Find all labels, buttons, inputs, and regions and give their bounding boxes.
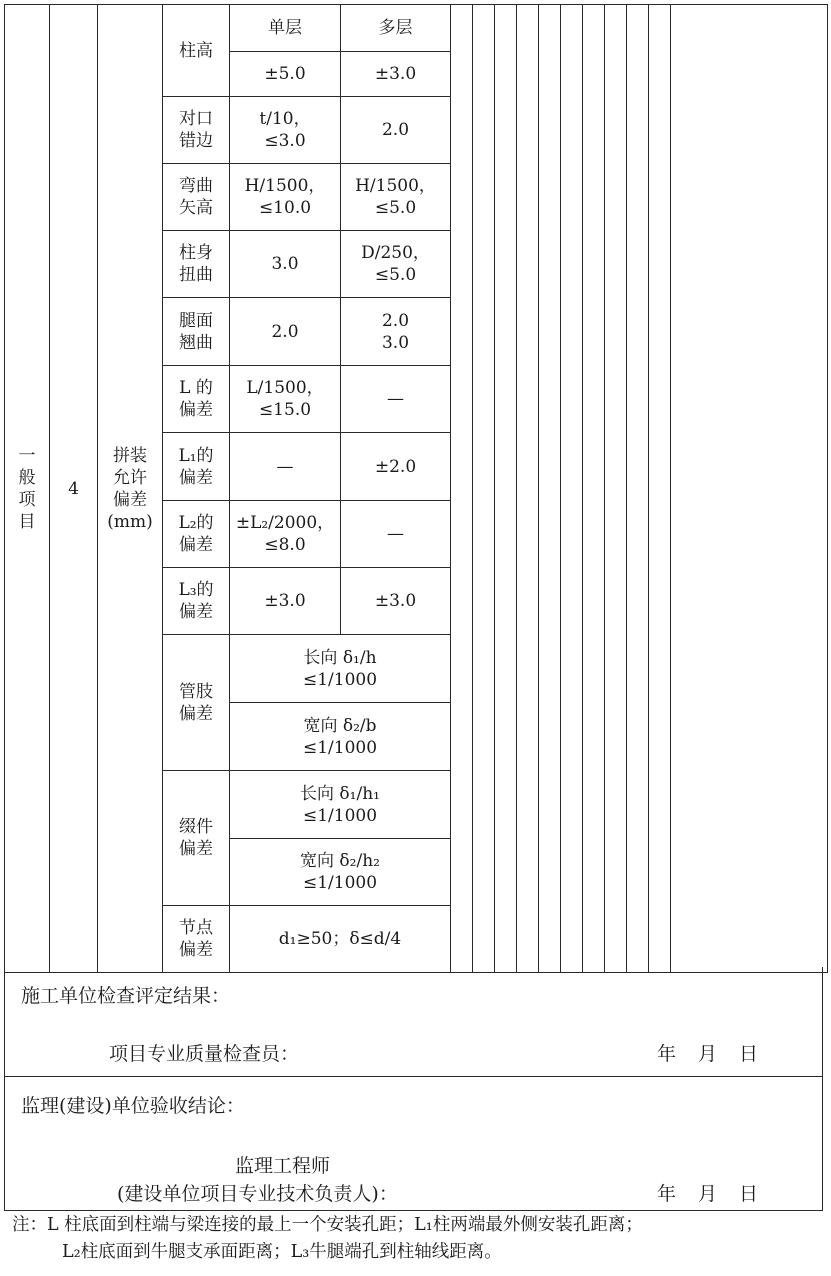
value-multi: 2.0 3.0	[341, 298, 451, 366]
category-assembly-tolerance: 拼装 允许 偏差 (mm)	[98, 5, 163, 973]
row-name: 腿面 翘曲	[163, 298, 230, 366]
lacing-long-value: 长向 δ₁/h₁ ≤1/1000	[230, 771, 451, 839]
value-multi: H/1500， ≤5.0	[341, 164, 451, 231]
section-char: 目	[18, 511, 36, 532]
value-single: ±5.0	[230, 52, 341, 97]
supervision-conclusion-box	[4, 1077, 823, 1211]
row-name: L 的 偏差	[163, 366, 230, 433]
date-field: 年 月 日	[657, 1043, 759, 1065]
value-single: H/1500， ≤10.0	[230, 164, 341, 231]
row-name-tube-deviation: 管肢 偏差	[163, 635, 230, 771]
value-single: 2.0	[230, 298, 341, 366]
value-single: L/1500， ≤15.0	[230, 366, 341, 433]
tube-long-value: 长向 δ₁/h ≤1/1000	[230, 635, 451, 703]
remarks-column	[671, 5, 828, 973]
tube-wide-value: 宽向 δ₂/b ≤1/1000	[230, 703, 451, 771]
row-name: 柱身 扭曲	[163, 231, 230, 298]
row-name: 弯曲 矢高	[163, 164, 230, 231]
row-name: 对口 错边	[163, 97, 230, 164]
lacing-wide-value: 宽向 δ₂/h₂ ≤1/1000	[230, 839, 451, 906]
node-value: d₁≥50；δ≤d/4	[230, 906, 451, 973]
value-single: ±3.0	[230, 568, 341, 635]
row-name-lacing-deviation: 缀件 偏差	[163, 771, 230, 906]
value-multi: D/250， ≤5.0	[341, 231, 451, 298]
supervision-conclusion-label: 监理(建设)单位验收结论：	[21, 1095, 245, 1117]
item-number: 4	[50, 5, 98, 973]
construction-result-box	[4, 967, 823, 1077]
header-single-storey: 单层	[230, 5, 341, 52]
row-name: L₂的 偏差	[163, 501, 230, 568]
supervising-engineer-label: 监理工程师	[235, 1155, 331, 1177]
value-multi: —	[341, 501, 451, 568]
value-multi: ±2.0	[341, 433, 451, 501]
row-name-node-deviation: 节点 偏差	[163, 906, 230, 973]
section-char: 项	[18, 489, 36, 510]
tolerance-table	[4, 4, 828, 973]
section-general-items	[5, 5, 50, 973]
row-name-column-height: 柱高	[163, 5, 230, 97]
value-multi: 2.0	[341, 97, 451, 164]
note-line-2: L₂柱底面到牛腿支承面距离；L₃牛腿端孔到柱轴线距离。	[62, 1242, 502, 1262]
section-char: 般	[18, 467, 36, 488]
value-single: t/10， ≤3.0	[230, 97, 341, 164]
date-field: 年 月 日	[657, 1183, 759, 1205]
row-name: L₃的 偏差	[163, 568, 230, 635]
value-single: —	[230, 433, 341, 501]
quality-inspector-label: 项目专业质量检查员：	[109, 1043, 300, 1065]
construction-result-label: 施工单位检查评定结果：	[21, 985, 231, 1007]
note-line-1: 注：L 柱底面到柱端与梁连接的最上一个安装孔距；L₁柱两端最外侧安装孔距离；	[12, 1215, 643, 1235]
section-char: 一	[18, 445, 36, 466]
value-multi: ±3.0	[341, 568, 451, 635]
value-multi: ±3.0	[341, 52, 451, 97]
value-single: ±L₂/2000， ≤8.0	[230, 501, 341, 568]
owner-technical-lead-label: (建设单位项目专业技术负责人)：	[117, 1183, 398, 1205]
row-name: L₁的 偏差	[163, 433, 230, 501]
value-multi: —	[341, 366, 451, 433]
table-note	[12, 1212, 827, 1266]
value-single: 3.0	[230, 231, 341, 298]
header-multi-storey: 多层	[341, 5, 451, 52]
